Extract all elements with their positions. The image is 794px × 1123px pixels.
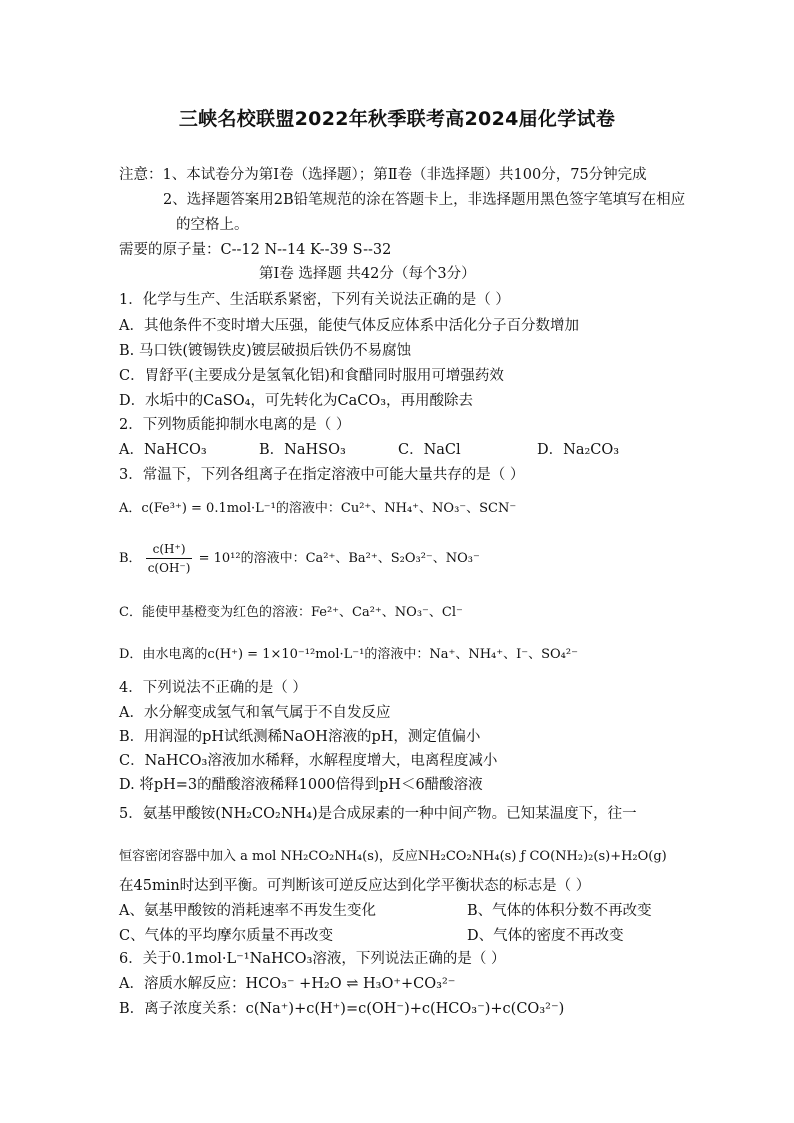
question-1-option-a: A．其他条件不变时增大压强，能使气体反应体系中活化分子百分数增加: [119, 318, 579, 334]
question-3-option-b: [119, 540, 480, 577]
question-6-option-b: B．离子浓度关系：c(Na⁺)+c(H⁺)=c(OH⁻)+c(HCO₃⁻)+c(CO₃²⁻): [119, 1001, 565, 1017]
section-header: 第Ⅰ卷 选择题 共42分（每个3分）: [259, 266, 476, 282]
question-5-option-c: C、气体的平均摩尔质量不再改变: [119, 928, 334, 944]
atomic-mass-line: 需要的原子量：C--12 N--14 K--39 S--32: [119, 242, 392, 258]
option-b-label: B．: [119, 551, 142, 566]
question-6-option-a: A．溶质水解反应：HCO₃⁻ +H₂O ⇌ H₃O⁺+CO₃²⁻: [119, 976, 456, 992]
question-2-option-b: B．NaHSO₃: [259, 442, 346, 458]
question-4-option-b: B．用润湿的pH试纸测稀NaOH溶液的pH，测定值偏小: [119, 729, 481, 745]
question-1-stem: 1．化学与生产、生活联系紧密，下列有关说法正确的是（ ）: [119, 292, 510, 308]
question-4-option-c: C．NaHCO₃溶液加水稀释，水解程度增大，电离程度减小: [119, 753, 498, 769]
fraction-numerator: c(H⁺): [146, 540, 193, 559]
question-5-option-b: B、气体的体积分数不再改变: [467, 903, 652, 919]
note-line-1: 注意：1、本试卷分为第Ⅰ卷（选择题）；第Ⅱ卷（非选择题）共100分，75分钟完成: [119, 167, 647, 183]
option-b-rest: = 10¹²的溶液中：Ca²⁺、Ba²⁺、S₂O₃²⁻、NO₃⁻: [198, 551, 480, 566]
question-4-stem: 4．下列说法不正确的是（ ）: [119, 680, 307, 696]
question-1-option-d: D．水垢中的CaSO₄，可先转化为CaCO₃，再用酸除去: [119, 393, 474, 409]
question-4-option-d: D. 将pH=3的醋酸溶液稀释1000倍得到pH＜6醋酸溶液: [119, 777, 483, 793]
question-2-option-a: A．NaHCO₃: [119, 442, 207, 458]
question-5-option-d: D、气体的密度不再改变: [467, 928, 624, 944]
question-1-option-c: C．胃舒平(主要成分是氢氧化铝)和食醋同时服用可增强药效: [119, 368, 504, 384]
page-title: 三峡名校联盟2022年秋季联考高2024届化学试卷: [178, 108, 616, 130]
note-line-3: 的空格上。: [176, 217, 249, 233]
question-5-line-2: 恒容密闭容器中加入 a mol NH₂CO₂NH₄(s)，反应NH₂CO₂NH₄(s) ƒ CO(NH₂)₂(s)+H₂O(g): [119, 849, 667, 864]
question-3-option-a: A．c(Fe³⁺) = 0.1mol·L⁻¹的溶液中：Cu²⁺、NH₄⁺、NO₃⁻、SCN⁻: [119, 501, 517, 516]
question-2-option-c: C．NaCl: [398, 442, 461, 458]
question-3-stem: 3．常温下，下列各组离子在指定溶液中可能大量共存的是（ ）: [119, 467, 525, 483]
question-1-option-b: B. 马口铁(镀锡铁皮)镀层破损后铁仍不易腐蚀: [119, 343, 412, 359]
concentration-ratio-fraction: [146, 540, 193, 577]
question-4-option-a: A．水分解变成氢气和氧气属于不自发反应: [119, 705, 391, 721]
question-3-option-c: C．能使甲基橙变为红色的溶液：Fe²⁺、Ca²⁺、NO₃⁻、Cl⁻: [119, 605, 463, 620]
fraction-denominator: c(OH⁻): [147, 561, 191, 575]
question-5-line-1: 5．氨基甲酸铵(NH₂CO₂NH₄)是合成尿素的一种中间产物。已知某温度下，往一: [119, 806, 637, 822]
question-2-option-d: D．Na₂CO₃: [537, 442, 620, 458]
question-6-stem: 6．关于0.1mol·L⁻¹NaHCO₃溶液，下列说法正确的是（ ）: [119, 951, 506, 967]
question-2-stem: 2．下列物质能抑制水电离的是（ ）: [119, 417, 351, 433]
note-line-2: 2、选择题答案用2B铅笔规范的涂在答题卡上，非选择题用黑色签字笔填写在相应: [163, 192, 686, 208]
question-3-option-d: D．由水电离的c(H⁺) = 1×10⁻¹²mol·L⁻¹的溶液中：Na⁺、NH₄⁺、I⁻、SO₄²⁻: [119, 647, 578, 662]
question-5-option-a: A、氨基甲酸铵的消耗速率不再发生变化: [119, 903, 376, 919]
question-5-line-3: 在45min时达到平衡。可判断该可逆反应达到化学平衡状态的标志是（ ）: [119, 878, 591, 894]
